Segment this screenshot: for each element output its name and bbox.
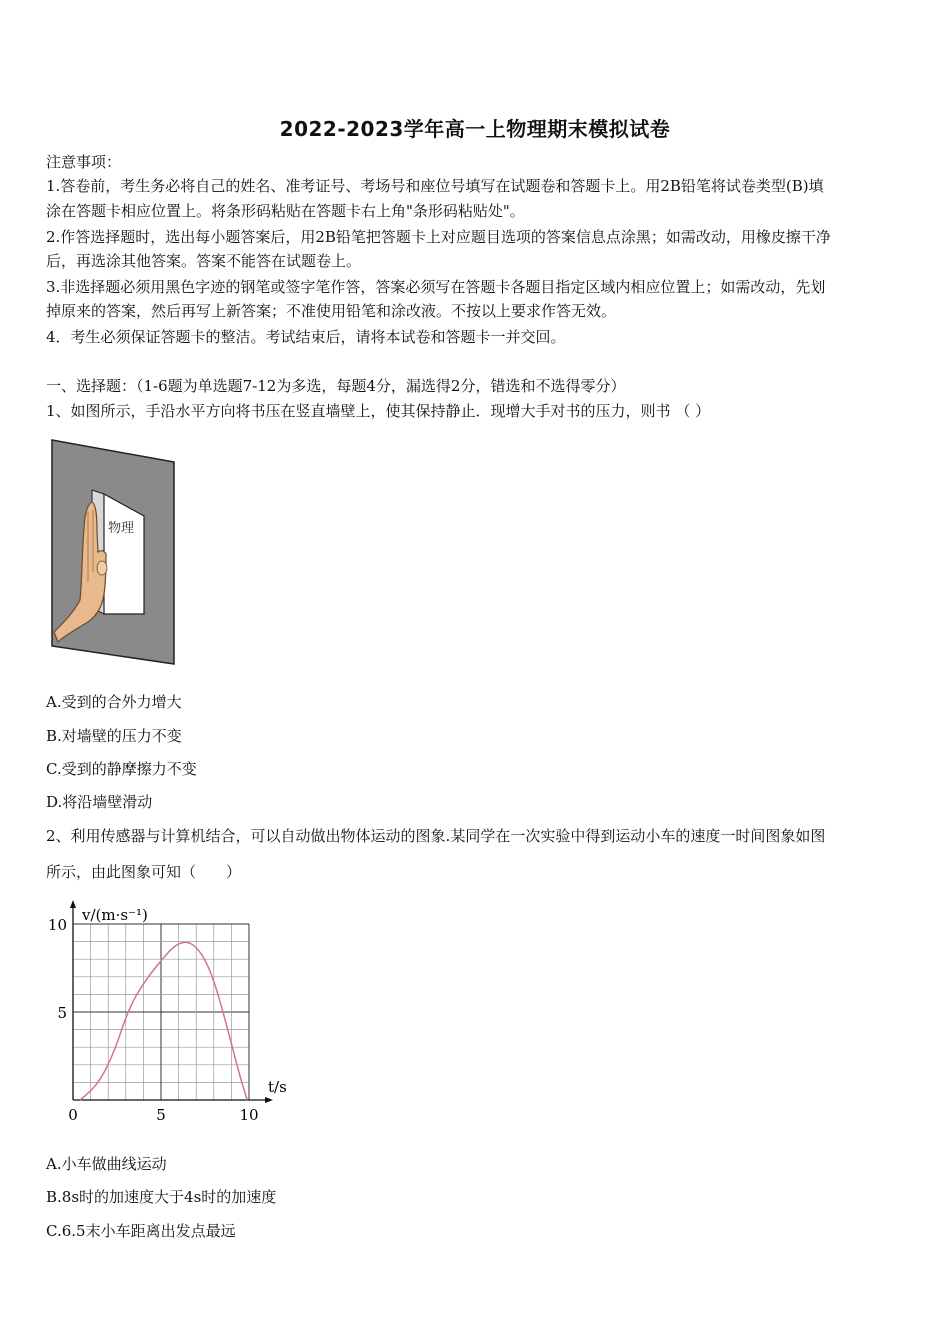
book-cover-text: 物理: [108, 521, 135, 536]
notice-item-3a: 3.非选择题必须用黑色字迹的钢笔或签字笔作答，答案必须写在答题卡各题目指定区域内相应位置上；如需改动，先划: [46, 278, 826, 296]
x-axis-label: t/s: [268, 1078, 287, 1096]
notice-item-2b: 后，再选涂其他答案。答案不能答在试题卷上。: [46, 252, 362, 270]
q2-stem-line2: 所示，由此图象可知（ ）: [46, 863, 242, 881]
chart-axes: [70, 900, 273, 1103]
q2-stem-line1: 2、利用传感器与计算机结合，可以自动做出物体运动的图象.某同学在一次实验中得到运动小车的速度一时间图象如图: [46, 827, 826, 845]
notice-item-1b: 涂在答题卡相应位置上。将条形码粘贴在答题卡右上角"条形码粘贴处"。: [46, 202, 525, 220]
q1-stem: 1、如图所示，手沿水平方向将书压在竖直墙壁上，使其保持静止．现增大手对书的压力，则书 （ ）: [46, 402, 711, 420]
q1-option-b: B.对墙壁的压力不变: [46, 727, 182, 745]
section-heading: 一、选择题：（1-6题为单选题7-12为多选，每题4分，漏选得2分，错选和不选得零分）: [46, 377, 626, 395]
thumb-shape: [97, 561, 107, 575]
y-axis-arrow: [70, 900, 76, 908]
y-axis-label: v/(m·s⁻¹): [82, 906, 148, 924]
q1-option-c: C.受到的静摩擦力不变: [46, 760, 197, 778]
y-tick-label: 5: [57, 1004, 67, 1022]
vt-chart: [40, 896, 310, 1136]
y-tick-label: 10: [47, 916, 67, 934]
notice-item-1a: 1.答卷前，考生务必将自己的姓名、准考证号、考场号和座位号填写在试题卷和答题卡上。用2B铅笔将试卷类型(B)填: [46, 177, 824, 195]
notice-item-4: 4．考生必须保证答题卡的整洁。考试结束后，请将本试卷和答题卡一并交回。: [46, 328, 566, 346]
series-line: [80, 942, 247, 1100]
x-tick-label: 0: [68, 1106, 78, 1124]
q2-option-b: B.8s时的加速度大于4s时的加速度: [46, 1188, 277, 1206]
q2-option-a: A.小车做曲线运动: [46, 1155, 167, 1173]
notice-item-3b: 掉原来的答案，然后再写上新答案；不准使用铅笔和涂改液。不按以上要求作答无效。: [46, 302, 617, 320]
notice-heading: 注意事项：: [46, 153, 122, 171]
notice-item-2a: 2.作答选择题时，选出每小题答案后，用2B铅笔把答题卡上对应题目选项的答案信息点涂黑；如需改动，用橡皮擦干净: [46, 228, 831, 246]
q1-option-d: D.将沿墙壁滑动: [46, 793, 153, 811]
x-tick-label: 10: [239, 1106, 259, 1124]
q1-option-a: A.受到的合外力增大: [46, 693, 182, 711]
page-title: 2022-2023学年高一上物理期末模拟试卷: [279, 117, 671, 141]
x-axis-arrow: [265, 1097, 273, 1103]
q2-option-c: C.6.5末小车距离出发点最远: [46, 1222, 236, 1240]
hand-book-wall-figure: [44, 432, 184, 672]
x-tick-label: 5: [156, 1106, 166, 1124]
